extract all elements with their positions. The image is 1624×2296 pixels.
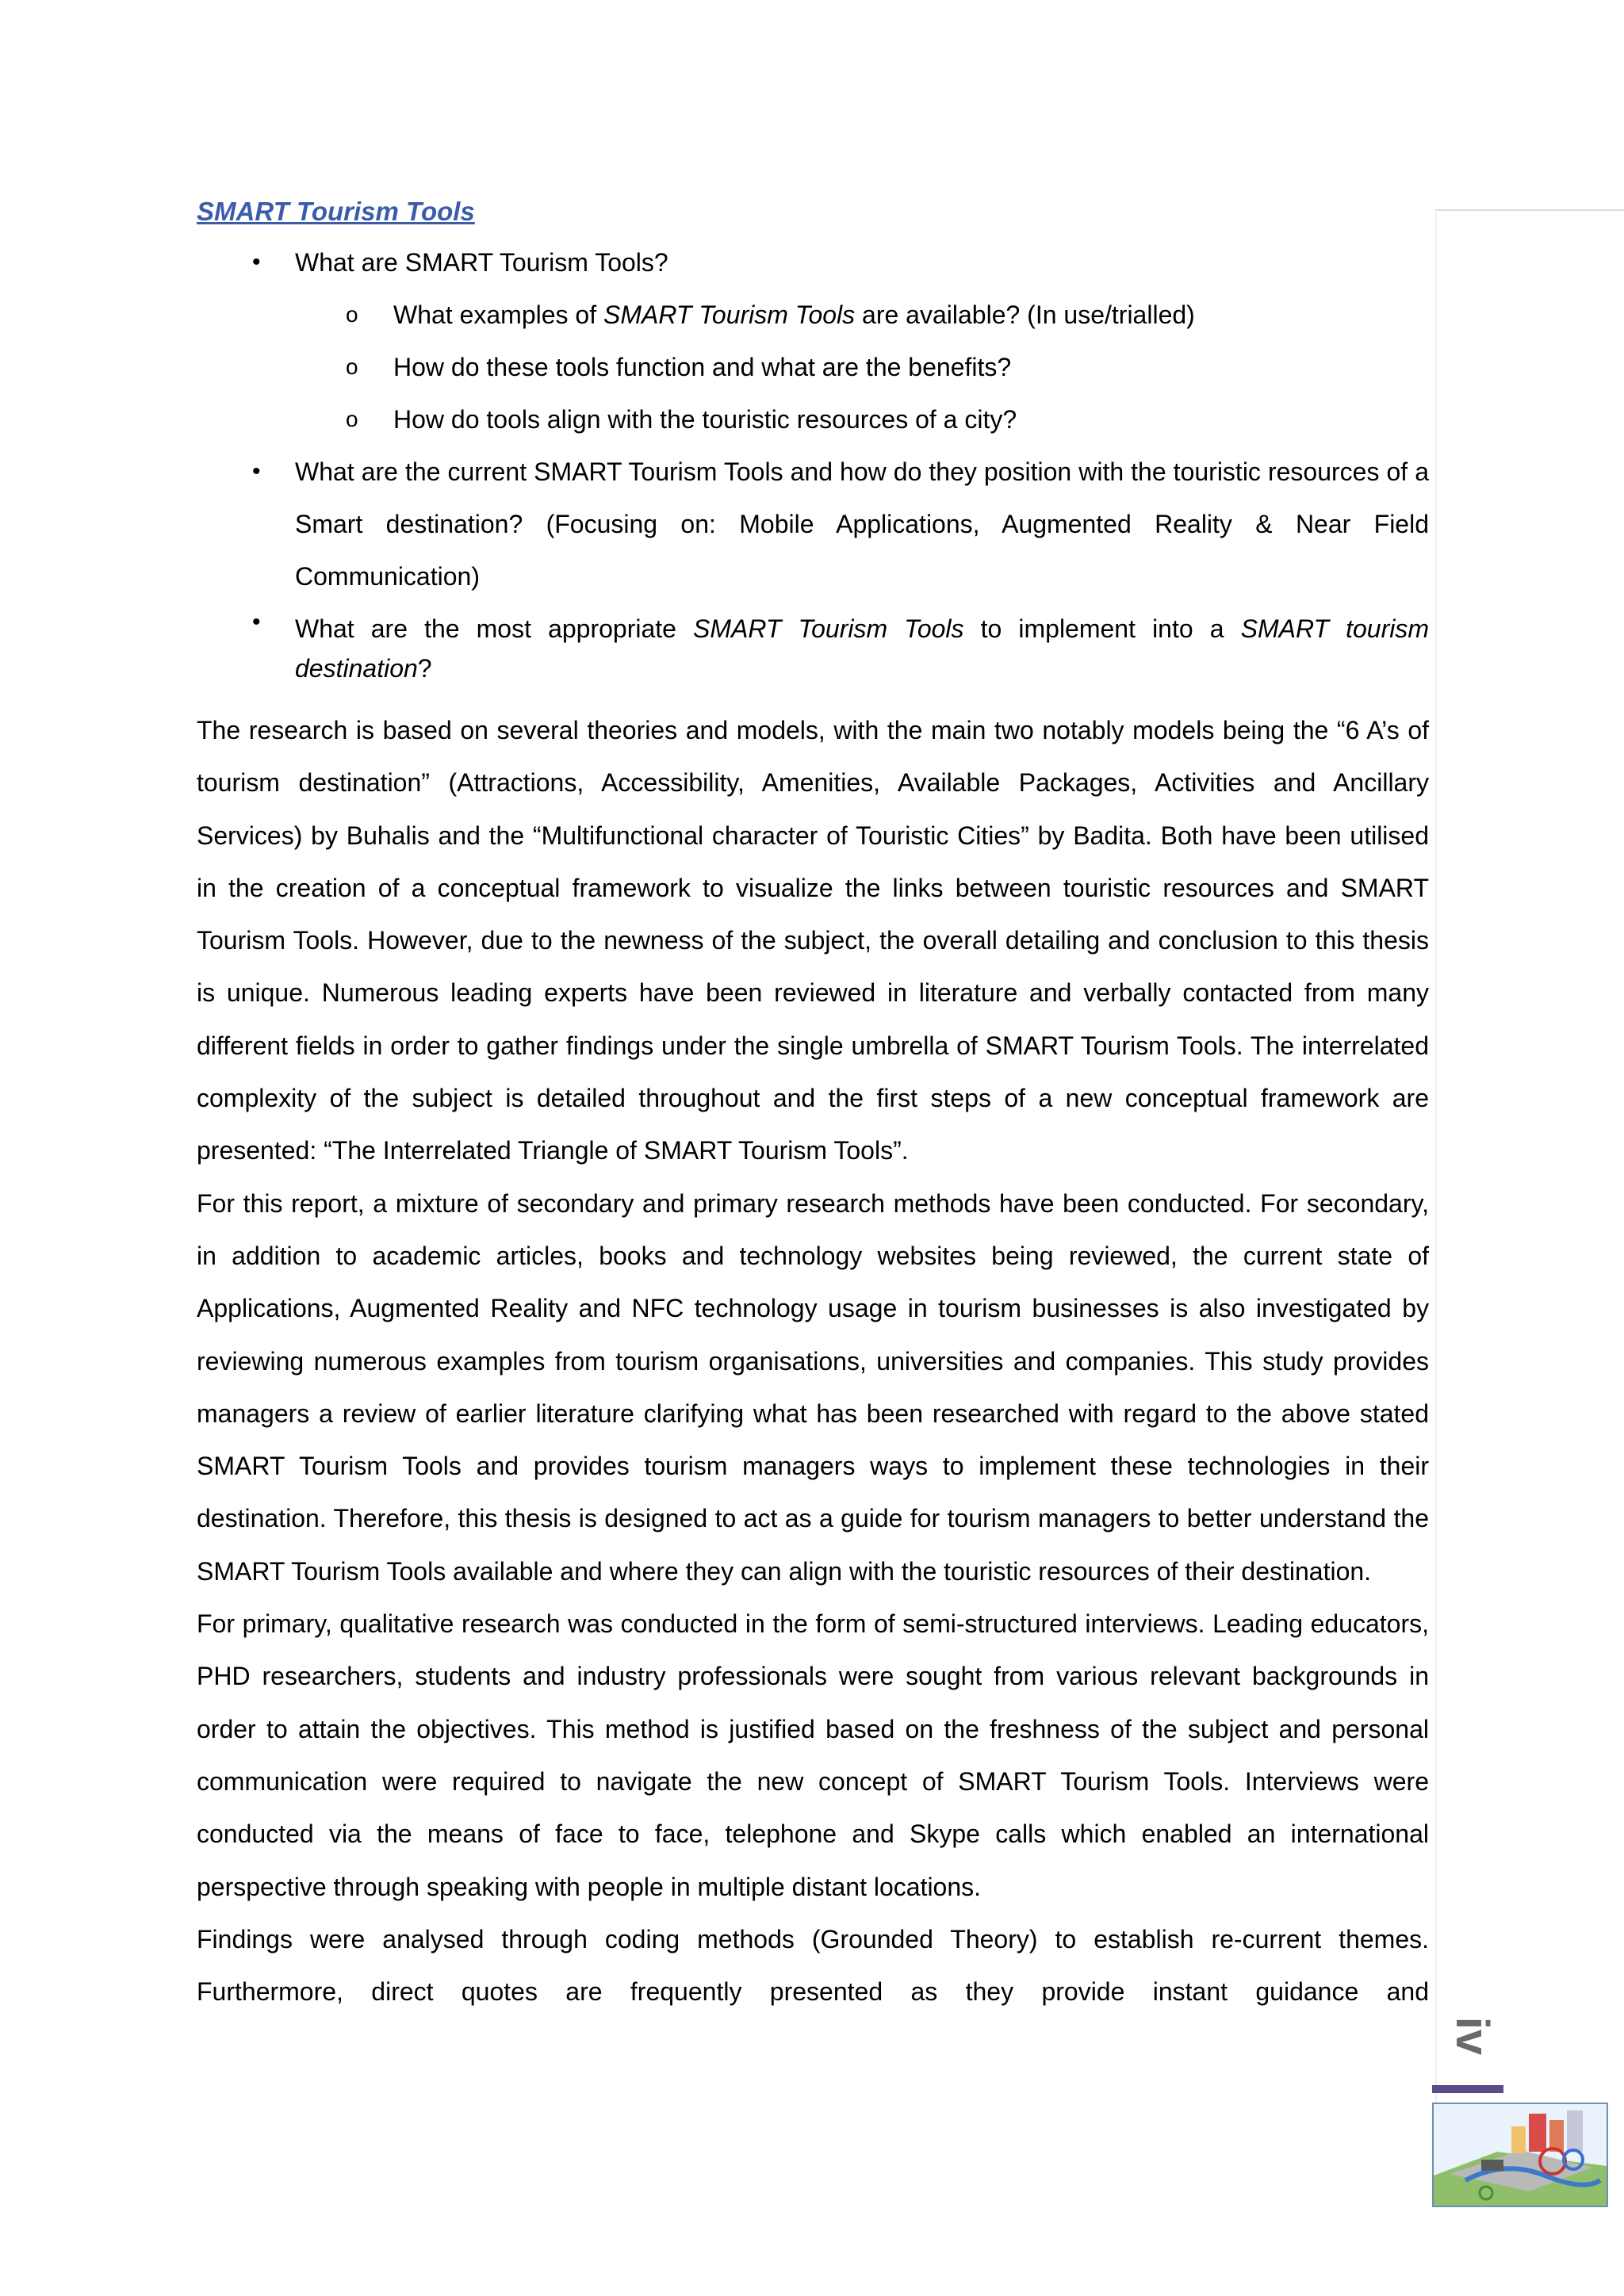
bullet-item: • What are the most appropriate SMART Tourism Tools to implement into a SMART tourism destination?	[295, 603, 1429, 688]
city-illustration-icon	[1434, 2104, 1607, 2206]
body-paragraph: The research is based on several theories and models, with the main two notably models being the “6 A’s of tourism destination” (Attractions, Accessibility, Amenities, Available Packages, Activities and Ancillary Services) by Buhalis and the “Multifunctional character of Touristic Cities” by Badita. Both have been utilised in the creation of a conceptual framework to visualize the links between touristic resources and SMART Tourism Tools. However, due to the newness of the subject, the overall detailing and conclusion to this thesis is unique. Numerous leading experts have been reviewed in literature and verbally contacted from many different fields in order to gather findings under the single umbrella of SMART Tourism Tools. The interrelated complexity of the subject is detailed throughout and the first steps of a new conceptual framework are presented: “The Interrelated Triangle of SMART Tourism Tools”.	[197, 716, 1429, 1165]
sub-bullet-item: o How do tools align with the touristic resources of a city?	[393, 393, 1429, 446]
bullet-item: • What are the current SMART Tourism Tools and how do they position with the touristic resources of a Smart destination? (Focusing on: Mobile Applications, Augmented Reality & Near Field Communication)	[295, 446, 1429, 603]
city-illustration-thumbnail	[1432, 2103, 1608, 2207]
page-number-bar	[1432, 2085, 1503, 2093]
body-paragraph: Findings were analysed through coding methods (Grounded Theory) to establish re-current themes. Furthermore, direct quotes are frequently presented as they provide instant guidance and	[197, 1924, 1429, 2007]
body-paragraph: For primary, qualitative research was conducted in the form of semi-structured interviews. Leading educators, PHD researchers, students and industry professionals were sought from various relevant backgrounds in order to attain the objectives. This method is justified based on the freshness of the subject and personal communication were required to navigate the new concept of SMART Tourism Tools. Interviews were conducted via the means of face to face, telephone and Skype calls which enabled an international perspective through speaking with people in multiple distant locations.	[197, 1609, 1429, 1901]
page-content	[197, 236, 1429, 2018]
page-number: iv	[1446, 2016, 1498, 2056]
sub-bullet-item: o What examples of SMART Tourism Tools are available? (In use/trialled)	[393, 289, 1429, 341]
body-paragraph: For this report, a mixture of secondary and primary research methods have been conducted. For secondary, in addition to academic articles, books and technology websites being reviewed, the current state of Applications, Augmented Reality and NFC technology usage in tourism businesses is also investigated by reviewing numerous examples from tourism organisations, universities and companies. This study provides managers a review of earlier literature clarifying what has been researched with regard to the above stated SMART Tourism Tools and provides tourism managers ways to implement these technologies in their destination. Therefore, this thesis is designed to act as a guide for tourism managers to better understand the SMART Tourism Tools available and where they can align with the touristic resources of their destination.	[197, 1188, 1429, 1586]
page-border-decoration	[1435, 209, 1624, 2114]
sub-bullet-item: o How do these tools function and what are the benefits?	[393, 341, 1429, 393]
section-heading: SMART Tourism Tools	[197, 197, 475, 226]
bullet-item: • What are SMART Tourism Tools?	[295, 236, 1429, 289]
